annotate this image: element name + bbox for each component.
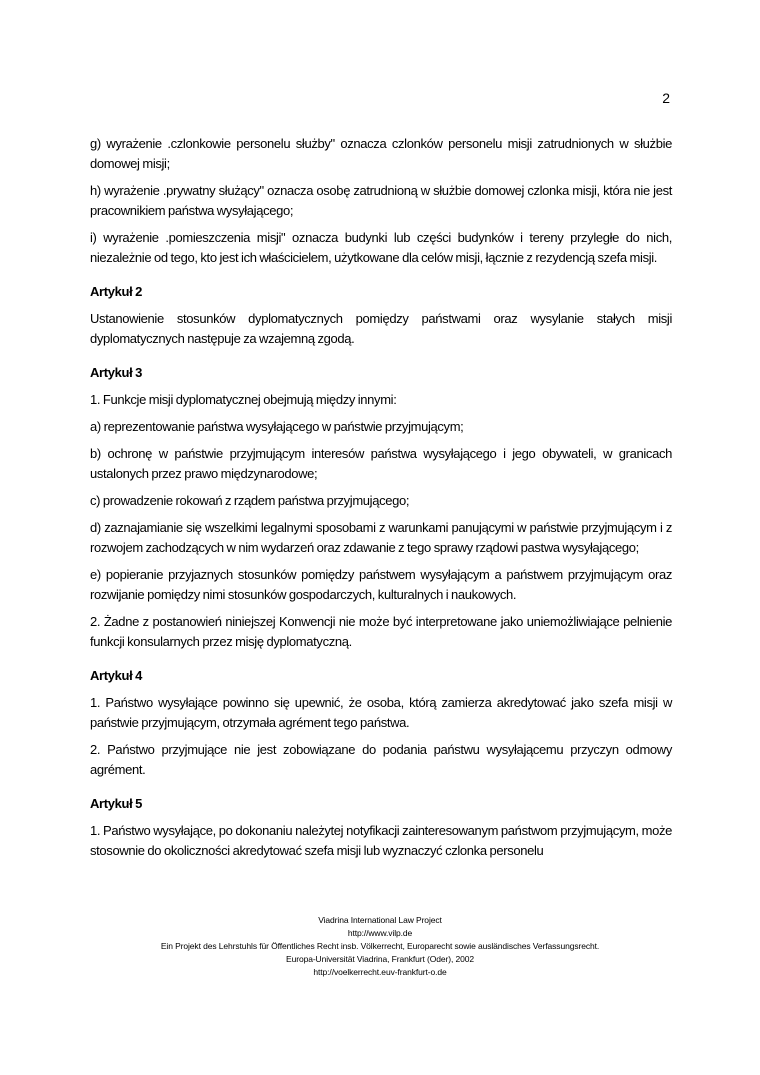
paragraph: Ustanowienie stosunków dyplomatycznych pomiędzy państwami oraz wysylanie stałych misji dyplomatycznych następuje za wzajemną zgodą.: [90, 311, 672, 346]
footer: [0, 914, 760, 979]
paragraph: e) popieranie przyjaznych stosunków pomiędzy państwem wysyłającym a państwem przyjmującym oraz rozwijanie pomiędzy nimi stosunków gospodarczych, kulturalnych i naukowych.: [90, 567, 672, 602]
paragraph: 2. Żadne z postanowień niniejszej Konwencji nie może być interpretowane jako uniemożliwiające pelnienie funkcji konsularnych przez misję dyplomatyczną.: [90, 614, 672, 649]
footer-chair-url: http://voelkerrecht.euv-frankfurt-o.de: [313, 967, 447, 977]
paragraph: d) zaznajamianie się wszelkimi legalnymi sposobami z warunkami panującymi w państwie przyjmującym i z rozwojem zachodzących w nim wydarzeń oraz zdawanie z tego sprawy rządowi pastwa wysyłającego;: [90, 520, 672, 555]
paragraph: g) wyrażenie .czlonkowie personelu służby" oznacza czlonków personelu misji zatrudnionych w służbie domowej misji;: [90, 136, 672, 171]
paragraph: a) reprezentowanie państwa wysyłającego w państwie przyjmującym;: [90, 419, 464, 434]
article-heading: Artykuł 4: [90, 668, 142, 683]
article-heading: Artykuł 2: [90, 284, 142, 299]
paragraph: 1. Państwo wysyłające powinno się upewnić, że osoba, którą zamierza akredytować jako szefa misji w państwie przyjmującym, otrzymała agrément tego państwa.: [90, 695, 672, 730]
paragraph: b) ochronę w państwie przyjmującym interesów państwa wysyłającego i jego obywateli, w granicach ustalonych przez prawo międzynarodowe;: [90, 446, 672, 481]
paragraph: 1. Funkcje misji dyplomatycznej obejmują między innymi:: [90, 392, 397, 407]
article-heading: Artykuł 3: [90, 365, 142, 380]
paragraph: 1. Państwo wysyłające, po dokonaniu należytej notyfikacji zainteresowanym państwom przyjmującym, może stosownie do okoliczności akredytować szefa misji lub wyznaczyć czlonka personelu: [90, 823, 672, 858]
paragraph: i) wyrażenie .pomieszczenia misji" oznacza budynki lub części budynków i tereny przyległe do nich, niezależnie od tego, kto jest ich właścicielem, użytkowane dla celów misji, łącznie z rezydencją szefa misji.: [90, 230, 672, 265]
footer-project-name: Viadrina International Law Project: [318, 915, 442, 925]
paragraph: c) prowadzenie rokowań z rządem państwa przyjmującego;: [90, 493, 410, 508]
footer-chair-description: Ein Projekt des Lehrstuhls für Öffentliches Recht insb. Völkerrecht, Europarecht sowie ausländisches Verfassungsrecht.: [160, 941, 600, 951]
page-number: 2: [662, 90, 670, 106]
article-heading: Artykuł 5: [90, 796, 142, 811]
document-body: [90, 134, 672, 868]
footer-project-url: http://www.vilp.de: [347, 928, 413, 938]
footer-university: Europa-Universität Viadrina, Frankfurt (Oder), 2002: [286, 954, 474, 964]
paragraph: h) wyrażenie .prywatny służący" oznacza osobę zatrudnioną w służbie domowej czlonka misji, która nie jest pracownikiem państwa wysyłającego;: [90, 183, 672, 218]
paragraph: 2. Państwo przyjmujące nie jest zobowiązane do podania państwu wysyłającemu przyczyn odmowy agrément.: [90, 742, 672, 777]
